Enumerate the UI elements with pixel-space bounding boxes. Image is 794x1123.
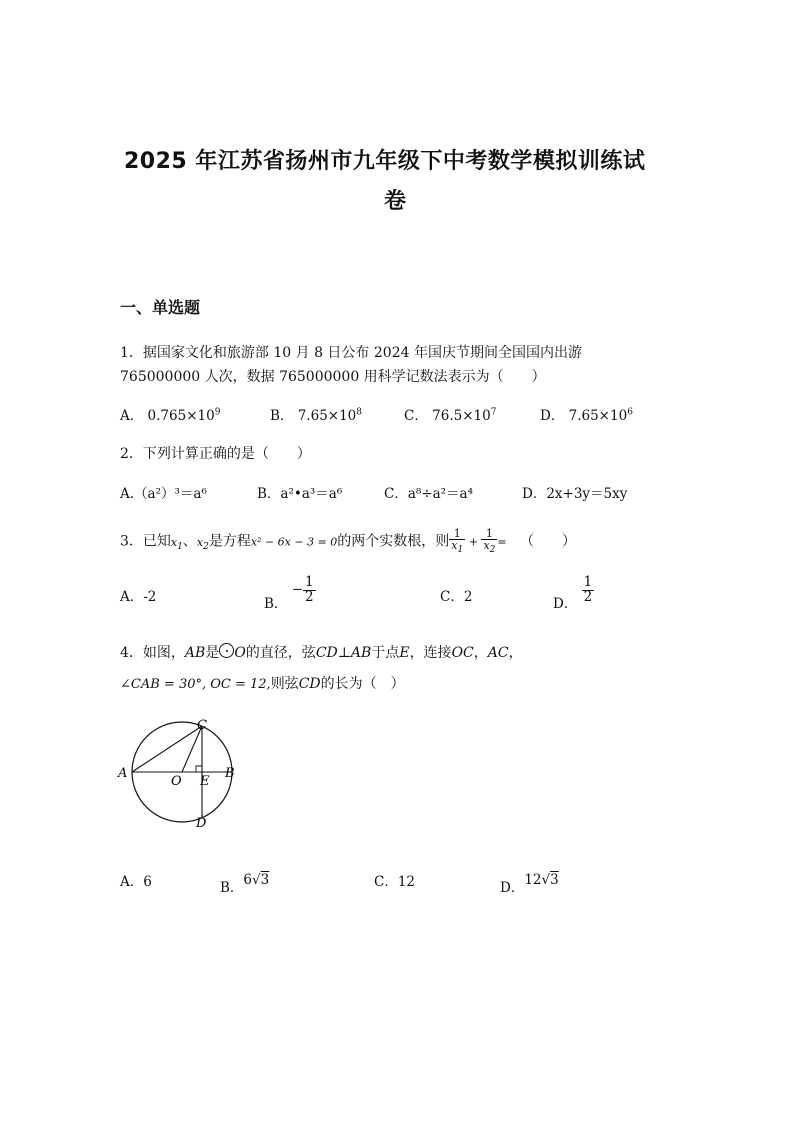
option-label: B． (264, 595, 288, 612)
question-4-option-c: C．12 (374, 874, 416, 890)
section-heading: 一、单选题 (120, 298, 201, 317)
question-1-stem-line2: 765000000 人次，数据 765000000 用科学记数法表示为（ ） (120, 369, 546, 385)
label-d: D (196, 816, 207, 831)
question-3-option-c: C．2 (440, 589, 473, 605)
var-x2: $x_2$ (196, 535, 209, 552)
label-c: C (197, 718, 207, 733)
question-1-option-a (120, 404, 220, 424)
question-2-stem: 2．下列计算正确的是（ ） (120, 446, 311, 462)
option-label: D． (553, 595, 578, 612)
question-3-option-b: B． − $\frac{1}{2}$ (264, 574, 314, 612)
circle-symbol-icon (219, 643, 234, 658)
question-4-option-a: A．6 (120, 874, 152, 890)
option-label: A． (120, 408, 144, 424)
var-x1: $x_1$ (170, 535, 183, 552)
option-value: $7.65\times 10^6$ (568, 407, 633, 424)
question-4-stem-line1: 4．如图，AB是 O的直径，弦CD⊥AB于点E，连接OC，AC， (120, 645, 523, 661)
question-4-option-d: D．12√3 (500, 872, 559, 896)
label-b: B (225, 766, 235, 781)
question-2-option-d: D．2x+3y＝5xy (522, 486, 628, 502)
label-o: O (171, 774, 182, 789)
question-1-option-d (540, 404, 633, 424)
option-value: $0.765\times 10^9$ (147, 407, 221, 424)
option-value: $76.5\times 10^7$ (432, 407, 497, 424)
question-2-option-c: C．a⁸÷a²＝a⁴ (384, 486, 474, 502)
label-e: E (200, 774, 210, 789)
question-1-stem-line1: 1．据国家文化和旅游部 10 月 8 日公布 2024 年国庆节期间全国国内出游 (120, 345, 582, 361)
question-3-stem: 3．已知$x_1$、$x_2$是方程x² − 6x − 3 = 0的两个实数根，则 $\frac{1}{x_1}$ + $\frac{1}{x_2}$ = （ ） (120, 527, 576, 556)
label-a: A (118, 766, 128, 781)
question-2-option-b: B．a²•a³＝a⁶ (257, 486, 343, 502)
option-label: D． (540, 408, 565, 424)
fraction-1-over-x1: $\frac{1}{x_1}$ (451, 527, 464, 556)
page-title-continued: 卷 (384, 189, 407, 214)
geometry-figure (112, 712, 242, 832)
question-4-option-b: B．6√3 (220, 872, 270, 896)
question-4-stem-line2: ∠CAB = 30°, OC = 12,则弦CD的长为（ ） (120, 676, 405, 692)
option-label: B． (270, 408, 294, 424)
right-angle-mark (196, 766, 202, 772)
question-3-option-a: A．-2 (120, 589, 157, 605)
page-title: 2025 年江苏省扬州市九年级下中考数学模拟训练试 (124, 149, 646, 174)
equation: x² − 6x − 3 = 0 (250, 535, 338, 549)
question-2-option-a: A.（a²）³＝a⁶ (120, 486, 207, 502)
option-value: $7.65\times 10^8$ (297, 407, 363, 424)
fraction-one-half: $\frac{1}{2}$ (583, 574, 593, 605)
question-3-option-d (553, 574, 594, 612)
option-label: C． (404, 408, 428, 424)
question-1-option-b (270, 404, 362, 424)
fraction-one-half: $\frac{1}{2}$ (305, 574, 314, 605)
fraction-1-over-x2: $\frac{1}{x_2}$ (483, 527, 496, 556)
question-1-option-c (404, 404, 496, 424)
